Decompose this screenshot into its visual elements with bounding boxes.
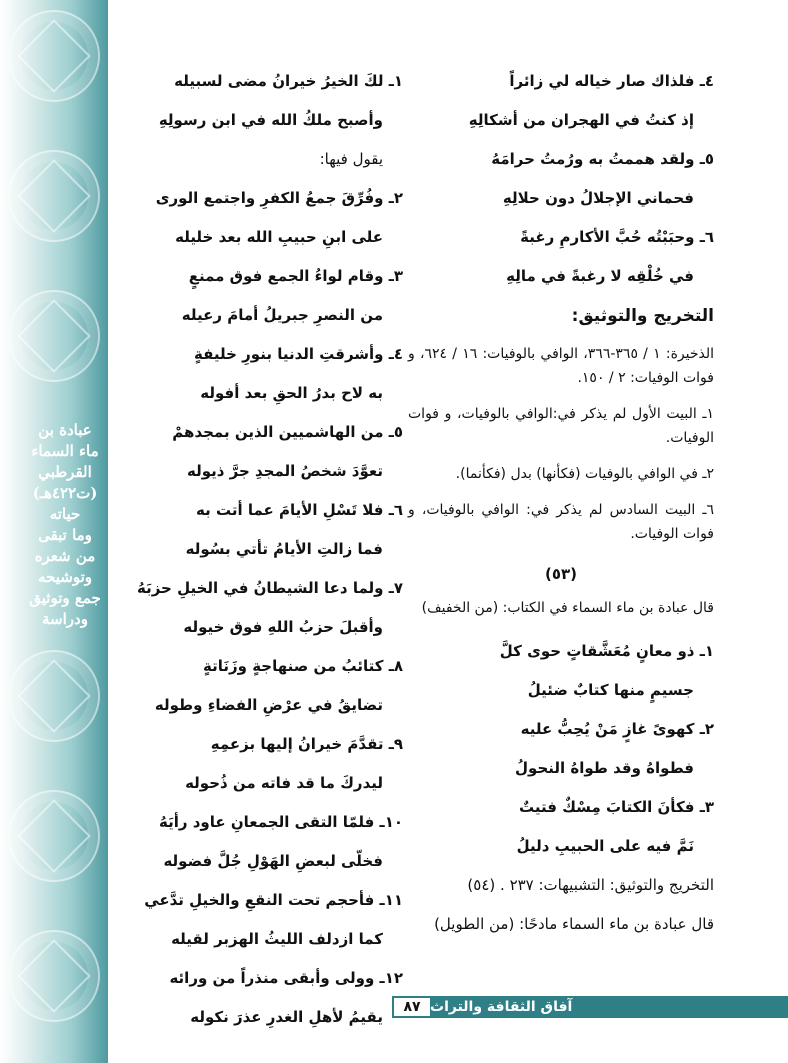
verse-line: تعوَّدَ شخصُ المجدِ جرَّ ذيوله (186, 462, 383, 480)
ornament-icon (8, 790, 100, 882)
side-title-line: ودراسة (42, 610, 88, 628)
text-line: يقول فيها: (319, 150, 383, 168)
side-title-line: وما تبقى (38, 526, 92, 544)
verse-line: ١٠ـ فلمّا التقى الجمعانِ عاود رأيَهُ (158, 813, 403, 831)
verse-line: ٥ـ ولقد هممتُ به ورُمتُ حرامَهُ (491, 150, 714, 168)
verse-line: فطواهُ وقد طواهُ النحولُ (515, 759, 694, 777)
verse-line: ١ـ ذو معانٍ مُعَشَّقاتٍ حوى كلَّ (499, 642, 714, 660)
verse-line: وأصبح ملكُ الله في ابن رسولِهِ (158, 111, 383, 129)
verse-line: ٥ـ من الهاشميين الذين بمجدهمْ (172, 423, 403, 441)
verse-line: به لاح بدرُ الحقِ بعد أفوله (200, 384, 383, 402)
verse-line: ٦ـ وحبَبْتُه حُبَّ الأكارمِ رغبةً (520, 228, 714, 246)
verse-line: نَمَّ فيه على الحبيبِ دليلُ (516, 837, 694, 855)
ornament-icon (8, 290, 100, 382)
left-column (113, 62, 403, 1037)
intro-line: قال عبادة بن ماء السماء مادحًا: (من الطويل) (434, 915, 714, 933)
verse-line: فما زالتِ الأيامُ تأتي بسُوله (185, 540, 383, 558)
side-title-line: وتوشيحه (38, 568, 92, 586)
verse-line: ٣ـ وقام لواءُ الجمع فوق ممنعٍ (188, 267, 403, 285)
side-title-line: جمع وتوثيق (29, 589, 101, 607)
ornament-icon (8, 930, 100, 1022)
verse-line: ٨ـ كتائبُ من صنهاجةٍ وزَنَاتةٍ (203, 657, 403, 675)
citation-line: التخريج والتوثيق: التشبيهات: ٢٣٧ . (٥٤) (467, 876, 714, 894)
verse-line: ٣ـ فكأنَ الكتابَ مِسْكٌ فتيتٌ (519, 798, 714, 816)
verse-line: جسيمٍ منها كتابٌ ضئيلُ (527, 681, 694, 699)
verse-line: فخلّى لبعضِ الهَوْلِ جُلَّ فضوله (163, 852, 383, 870)
ornament-icon (8, 10, 100, 102)
verse-line: في خُلْقِه لا رغبةً في مالِهِ (506, 267, 694, 285)
section-heading: التخريج والتوثيق: (571, 306, 714, 326)
verse-line: كما ازدلف الليثُ الهزبر لقيله (171, 930, 383, 948)
right-column (408, 62, 714, 944)
poem-number: (٥٣) (544, 565, 578, 583)
note-paragraph: ٦ـ البيت السادس لم يذكر في: الوافي بالوفيات، و فوات الوفيات. (408, 502, 714, 542)
verse-line: ١١ـ فأحجم تحت النقعِ والخيلِ تدَّعي (144, 891, 403, 909)
side-title-line: عبادة بن (38, 421, 92, 439)
note-paragraph: ١ـ البيت الأول لم يذكر في:الوافي بالوفيات، و فوات الوفيات. (408, 406, 714, 446)
journal-name: آفاق الثقافة والتراث (430, 999, 573, 1015)
verse-line: إذ كنتُ في الهجران من أشكالِهِ (468, 111, 694, 129)
verse-line: ١ـ لكَ الخيرُ خيرانُ مضى لسبيله (174, 72, 403, 90)
ornament-icon (8, 150, 100, 242)
note-paragraph: ٢ـ في الوافي بالوفيات (فكأنها) بدل (فكأنما). (455, 466, 714, 482)
verse-line: من النصرِ جبريلُ أمامَ رعيله (181, 306, 383, 324)
side-title-line: (ت٤٢٢هـ) (32, 484, 98, 502)
side-title-line: حياته (49, 505, 81, 523)
verse-line: ليدركَ ما قد فاته من ذُحوله (185, 774, 383, 792)
verse-line: ٩ـ تقدَّمَ خيرانُ إليها بزعمِهِ (210, 735, 403, 753)
verse-line: تضايقُ في عرْضِ الفضاءِ وطوله (154, 696, 383, 714)
intro-paragraph: قال عبادة بن ماء السماء في الكتاب: (من الخفيف) (421, 600, 714, 616)
verse-line: ٤ـ فلذاك صار خياله لي زائراً (509, 72, 714, 90)
verse-line: ٧ـ ولما دعا الشيطانُ في الخيلِ حزبَهُ (136, 579, 403, 597)
verse-line: ١٢ـ وولى وأبقى منذراً من ورائه (169, 969, 403, 987)
page-number: ٨٧ (394, 998, 430, 1016)
verse-line: ٤ـ وأشرقتِ الدنيا بنورِ خليفةٍ (194, 345, 403, 363)
side-title-line: ماء السماء (31, 442, 99, 460)
verse-line: فحماني الإجلالُ دون حلالِهِ (502, 189, 694, 207)
verse-line: ٢ـ وفُرِّقَ جمعُ الكفرِ واجتمع الورى (155, 189, 403, 207)
side-title (22, 420, 108, 630)
verse-line: يقيمُ لأهلِ الغدرِ عذرَ نكوله (190, 1008, 383, 1026)
side-title-line: القرطبي (38, 463, 92, 481)
verse-line: ٦ـ فلا تَسْلِ الأيامَ عما أتت به (196, 501, 403, 519)
verse-line: ٢ـ كهوىً غازٍ مَنْ يُحِبُّ عليه (520, 720, 714, 738)
ornament-icon (8, 650, 100, 742)
note-paragraph: الذخيرة: ١ / ٣٦٥-٣٦٦، الوافي بالوفيات: ١٦ / ٦٢٤، و فوات الوفيات: ٢ / ١٥٠. (408, 346, 715, 386)
side-title-line: من شعره (34, 547, 96, 565)
verse-line: على ابنِ حبيبِ الله بعد خليله (175, 228, 383, 246)
verse-line: وأقبلَ حزبُ اللهِ فوق خيوله (183, 618, 383, 636)
